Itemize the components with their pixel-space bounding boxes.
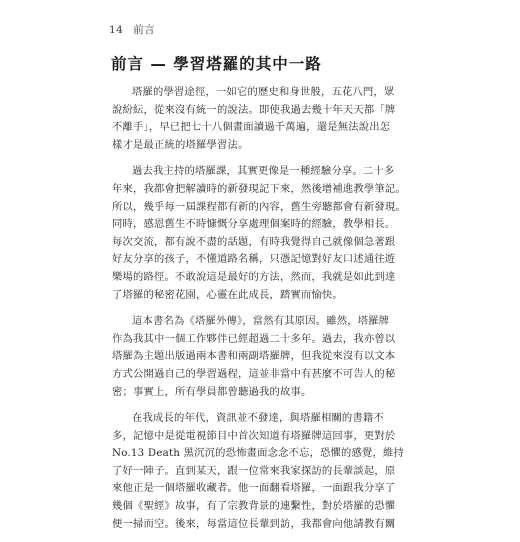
text-line: 便一掃而空。後來，每當這位長輩到訪，我都會向他請教有關 <box>112 517 396 530</box>
running-header <box>109 22 155 37</box>
text-line: 所以，幾乎每一屆課程都有新的內容，舊生旁聽都會有新發現。 <box>112 200 406 213</box>
text-line: 這本書名為《塔羅外傳》，當然有其原因。雖然，塔羅牌 <box>132 315 390 328</box>
text-line: 幾個《聖經》故事，有了宗教背景的連繫性，對於塔羅的恐懼 <box>112 500 396 513</box>
book-page <box>84 0 436 530</box>
chapter-title: 前言 — 學習塔羅的其中一路 <box>111 55 322 73</box>
text-line: 過去我主持的塔羅課，其實更像是一種經驗分享。二十多 <box>132 165 395 178</box>
text-line: 樂場的路徑。不敢說這是最好的方法，然而，我就是如此到達 <box>112 270 396 283</box>
text-line: 說紛紜，從來沒有統一的說法。即使我過去幾十年天天都「牌 <box>112 103 396 116</box>
text-line: No.13 Death 黑沉沉的恐怖畫面念念不忘，恐懼的感覺，維持 <box>112 447 405 460</box>
text-line: 好友分享的孩子，不懂道路名稱，只憑記憶對好友口述通往遊 <box>112 253 396 266</box>
running-header-section: 前言 <box>133 24 156 36</box>
text-line: 樣才是最正統的塔羅學習法。 <box>112 138 249 151</box>
text-line: 每次交流，都有說不盡的話題，有時我覺得自己就像個急著跟 <box>112 235 396 248</box>
page-number: 14 <box>109 24 124 36</box>
text-line: 了好一陣子。直到某天，跟一位常來我家探訪的長輩談起，原 <box>112 464 396 477</box>
text-line: 方式公開過自己的學習過程，這並非當中有甚麼不可告人的秘 <box>112 367 396 380</box>
text-line: 年來，我都會把解讀時的新發現記下來，然後增補進教學筆記。 <box>112 182 406 195</box>
paragraph <box>112 313 408 401</box>
body-text <box>112 84 408 542</box>
paragraph <box>112 163 408 304</box>
text-line: 多，記憶中是從電視節目中首次知道有塔羅牌這回事，更對於 <box>112 429 396 442</box>
paragraph <box>112 84 408 154</box>
text-line: 不離手」，早已把七十八個畫面讀過千萬遍，還是無法說出怎 <box>112 121 391 134</box>
text-line: 同時，感恩舊生不時慷慨分享處理個案時的經驗，教學相長。 <box>112 218 396 231</box>
text-line: 在我成長的年代，資訊並不發達，與塔羅相關的書籍不 <box>132 412 384 425</box>
text-line: 塔羅的學習途徑，一如它的歷史和身世般，五花八門，眾 <box>132 86 395 98</box>
text-line: 密；事實上，所有學員都曾聽過我的故事。 <box>112 385 312 398</box>
text-line: 塔羅為主題出版過兩本書和兩副塔羅牌，但我從來沒有以文本 <box>112 350 396 363</box>
text-line: 來他正是一個塔羅收藏者。他一面翻看塔羅，一面跟我分享了 <box>112 482 396 495</box>
text-line: 作為我其中一個工作夥伴已經超過二十多年。過去，我亦曾以 <box>112 332 396 345</box>
paragraph <box>112 410 408 533</box>
text-line: 了塔羅的秘密花園，心靈在此成長，踏實而愉快。 <box>112 288 343 301</box>
